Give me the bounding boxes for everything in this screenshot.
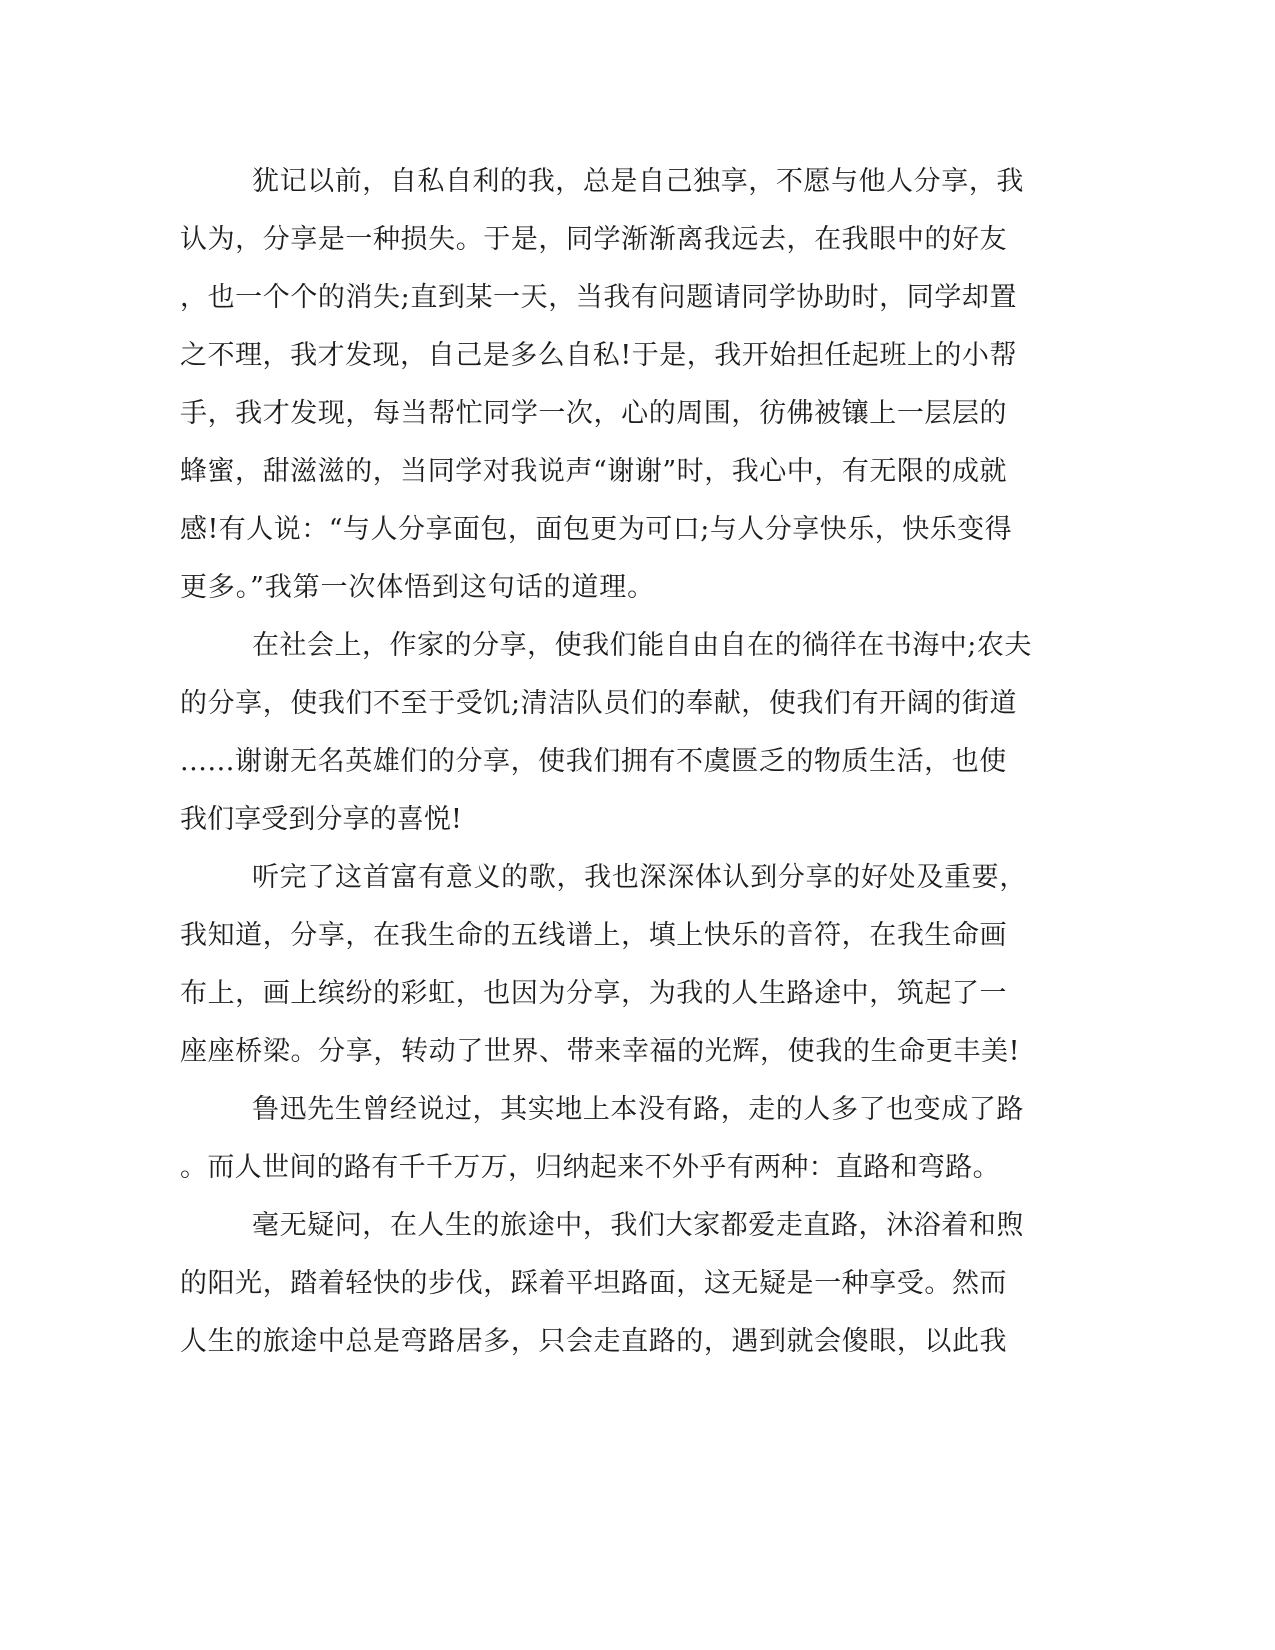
text-line: 手，我才发现，每当帮忙同学一次，心的周围，彷佛被镶上一层层的 bbox=[180, 398, 1007, 429]
text-line: 的阳光，踏着轻快的步伐，踩着平坦路面，这无疑是一种享受。然而 bbox=[180, 1268, 1007, 1299]
text-line: 座座桥梁。分享，转动了世界、带来幸福的光辉，使我的生命更丰美! bbox=[180, 1036, 1020, 1067]
text-line: ......谢谢无名英雄们的分享，使我们拥有不虞匮乏的物质生活，也使 bbox=[180, 746, 1007, 777]
text-line: 的分享，使我们不至于受饥;清洁队员们的奉献，使我们有开阔的街道 bbox=[180, 688, 1017, 719]
text-line: 感!有人说：“与人分享面包，面包更为可口;与人分享快乐，快乐变得 bbox=[180, 514, 1012, 545]
text-line: 蜂蜜，甜滋滋的，当同学对我说声“谢谢”时，我心中，有无限的成就 bbox=[180, 456, 1007, 487]
text-line: 更多。”我第一次体悟到这句话的道理。 bbox=[180, 572, 655, 603]
text-line: 之不理，我才发现，自己是多么自私!于是，我开始担任起班上的小帮 bbox=[180, 340, 1017, 371]
text-line: 听完了这首富有意义的歌，我也深深体认到分享的好处及重要， bbox=[252, 862, 1027, 893]
text-line: 毫无疑问，在人生的旅途中，我们大家都爱走直路，沐浴着和煦 bbox=[252, 1210, 1024, 1241]
text-line: ，也一个个的消失;直到某一天，当我有问题请同学协助时，同学却置 bbox=[180, 282, 1017, 313]
text-line: 在社会上，作家的分享，使我们能自由自在的徜徉在书海中;农夫 bbox=[252, 630, 1032, 661]
text-line: 人生的旅途中总是弯路居多，只会走直路的，遇到就会傻眼，以此我 bbox=[180, 1326, 1007, 1357]
text-line: 犹记以前，自私自利的我，总是自己独享，不愿与他人分享，我 bbox=[252, 166, 1024, 197]
text-line: 布上，画上缤纷的彩虹，也因为分享，为我的人生路途中，筑起了一 bbox=[180, 978, 1007, 1009]
text-line: 我们享受到分享的喜悦! bbox=[180, 804, 462, 835]
text-line: 我知道，分享，在我生命的五线谱上，填上快乐的音符，在我生命画 bbox=[180, 920, 1007, 951]
text-line: 。而人世间的路有千千万万，归纳起来不外乎有两种：直路和弯路。 bbox=[180, 1152, 1000, 1183]
text-line: 认为，分享是一种损失。于是，同学渐渐离我远去，在我眼中的好友 bbox=[180, 224, 1007, 255]
text-line: 鲁迅先生曾经说过，其实地上本没有路，走的人多了也变成了路 bbox=[252, 1094, 1024, 1125]
